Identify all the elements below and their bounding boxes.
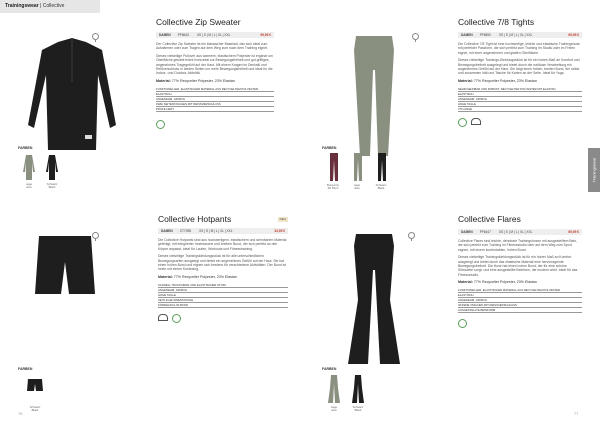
colors-heading: FARBEN [18,367,33,371]
product-description [458,42,582,76]
washing-icon [158,314,168,321]
swatch-tights-burgundy[interactable] [328,152,340,182]
sizes: XS | S | M | L | XL | XXL [498,230,533,234]
feature-list [158,283,288,308]
material-line [458,79,582,83]
sizes: XS | S | M | L | XL | XXL [196,33,231,37]
page-number-left: 76 [18,411,23,416]
price: 99,95 € [260,33,271,37]
feature-item: SEITLICHE INNENTASCHE [158,298,288,303]
swatch-zip-olive[interactable] [22,154,36,181]
swatch-label: Burgundy 2D Plum [327,183,339,191]
feature-item: ZWEI SEITENTASCHEN MIT REISSVERSCHLUSS [156,102,274,107]
sku: PF6890 [479,33,491,37]
swatch-hotpants-black[interactable] [26,378,44,392]
sizes: XS | S | M | L | XL | XXL [498,33,533,37]
product-info-bar [458,229,582,235]
feature-item: OFFENE TASCHEN MIT REISSVERSCHLUSS [458,303,582,308]
material-value: 77% Recycelter Polyester, 23% Elastan [173,274,237,279]
recycled-icon [458,319,467,328]
swatch-zip-black[interactable] [45,154,59,181]
gender-label: DAMEN [161,229,173,233]
description-paragraph: Dieses vielseitige Trainingskleidungsstück ist für ein hohes Maß an Komfort ausgelegt und bietet durch das elastische Material eine hervorragende Bewegungsfreiheit. Die Hose hat einen hohen Bund, der für eine schöne Silhouette sorgt, und eine ausgestellte Beinform, die modern wirkt. Ideal für das Fitnessstudio. [458,255,578,277]
breadcrumb-separator: | [40,3,43,9]
material-label: Material: [158,274,173,279]
product-image-flares [342,230,406,370]
product-title: Collective Hotpants [158,214,232,224]
product-info-bar [458,32,582,38]
description-paragraph: Collective Flares sind leichte, dehnbare Trainingshosen mit ausgestelltem Bein, die sich perfekt zum Training im Fitnessstudio oder auf dem Weg zum Sport eignen, mit einem komfortablen, hohen Bund. [458,239,578,252]
product-title: Collective 7/8 Tights [458,17,535,27]
material-line [158,275,288,279]
price: 69,95 € [568,33,579,37]
recycled-icon [172,314,181,323]
material-value: 77% Recycelter Polyester, 23% Elastan [171,78,235,83]
gender-label: DAMEN [461,230,473,234]
swatch-label: sage olive [330,405,338,413]
sku: CT7098 [179,229,192,233]
feature-item: ANGENEHM, GRIFFIG [158,288,288,293]
recycled-icon [156,120,165,129]
product-description [158,238,288,272]
material-line [458,280,582,284]
swatch-flares-black[interactable] [352,374,364,404]
swatch-label: sage olive [353,183,361,191]
sku: PF6447 [479,230,491,234]
feature-item: KORDELZUG IM BUND [158,303,288,308]
swatch-tights-black[interactable] [376,152,388,182]
feature-list [156,87,274,112]
price: 69,95 € [568,230,579,234]
feature-list [458,288,582,313]
feature-item: AUSGESTELLTE BEINFORM [458,308,582,313]
feature-item: ELASTISCH [156,92,274,97]
product-title: Collective Flares [458,214,521,224]
swatch-tights-olive[interactable] [352,152,364,182]
recycled-icon [458,118,467,127]
colors-heading: FARBEN [322,146,337,150]
feature-item: ELASTISCH [458,92,582,97]
product-description [458,239,582,277]
description-paragraph: Dieses vielseitige Pullover aus warmem, elastischem Polyester ist ergänzt um Oberfläche gewebt leicht horizontal zur Bewegungsfreiheit und gut griffiges, angenehmes Tragegefühl auf der Haut. Mit einem Kragen im Denkstil und Reißverschluss in beiden Seiten um mehr Bewegungsfreiheit und ideal für die Indoor- und Outdoor-Aktivität. [156,53,273,76]
washing-icon [471,118,481,125]
product-image-tights [338,30,410,160]
description-paragraph: Dieses vielseitige Trainingskleidungsstück ist für alle unterschiedlichen Bewegungsarten ausgelegt und bietet ein angenehmes Gefühl auf der Haut. Sie hat einen hohen Bund und eignen sich bestens für verschiedene Aktivitäten. Der Bund ist innen mit einem Kordelzug. [158,254,286,272]
page-number-right: 77 [574,411,579,416]
material-line [156,79,274,83]
price: 34,95 € [274,229,285,233]
description-paragraph: Der Collective Zip Sweater ist ein klassischer Baselaid, das sich ideal zum Aufwärmen oder zum Tragen auf dem Weg zum nach dem Training eignet. [156,42,269,51]
location-pin-icon [408,232,415,239]
description-paragraph: Dieses vielseitige Trainings-Kleidungsstück ist für ein hohes Maß an Komfort und Bewegungsfreiheit ausgelegt und bietet durch die nahtlose Verarbeitung ein angenehmes Gefühl auf der Haut. Sie trägt einen hohen, breiten Bund, der stützt und zusammen hält und Tasche für Karten an der Seite. Ideal für Yoga. [458,58,580,76]
new-badge: NEU [279,216,286,221]
colors-heading: FARBEN [322,367,337,371]
description-paragraph: Die Collective Hotpants sind aus hochwertigem, elastischem und dehnbarem Material gefertigt, mit integrierter Innentasche und breitem Bund, der sich perfekt an den Körper anpasst, ideal für Laufen, Workouts und Fitnesstraining. [158,238,287,251]
feature-item: ANGENEHM, GRIFFIG [156,97,274,102]
feature-item: 7/8 LÄNGE [458,107,582,112]
sizes: XS | S | M | L | XL | XXL [199,229,233,233]
swatch-label: Schwarz Black [352,405,364,413]
material-label: Material: [156,78,171,83]
sku: PF6640 [177,33,189,37]
product-card-zip-sweater [156,17,274,129]
feature-item: FUNKTIONELLER, ELASTISCHER MATERIAL AUS RECYCELTEM POLYESTER [458,288,582,293]
product-info-bar [156,32,274,38]
care-icons [158,314,288,323]
breadcrumb [0,0,100,13]
feature-item: SEHR DEHNBAR UND ROBUST, RECYCELTER POLYESTER MIT ELASTAN [458,87,582,92]
swatch-label: sage olive [25,182,33,190]
product-image-hotpants [25,232,105,302]
gender-label: DAMEN [159,33,171,37]
location-pin-icon [92,232,99,239]
feature-item: ELASTISCH [458,293,582,298]
swatch-label: Schwarz Black [29,405,41,413]
product-description [156,42,274,76]
feature-item: PROFILLIERT [156,107,274,112]
product-card-flares [458,214,582,328]
location-pin-icon [412,33,419,40]
feature-item: ANGENEHM, GRIFFIG [458,298,582,303]
swatch-flares-olive[interactable] [328,374,340,404]
feature-item: ANGENEHM, GRIFFIG [458,97,582,102]
feature-list [458,87,582,112]
swatch-label: Schwarz Black [46,182,58,190]
product-image-zip-sweater [18,30,126,160]
material-label: Material: [458,280,473,285]
feature-item: FUNKTIONELLER, ELASTISCHER MATERIAL AUS RECYCELTEM POLYESTER [156,87,274,92]
swatch-label: Schwarz Black [375,183,387,191]
product-info-bar [158,228,288,234]
breadcrumb-section: Trainingswear [5,3,39,9]
care-icons [458,118,582,127]
section-side-tab[interactable] [588,148,600,192]
side-tab-label: Trainingswear [591,157,597,183]
colors-heading: FARBEN [18,146,33,150]
material-label: Material: [458,78,473,83]
feature-item: SCHNELL TROCKNEND UND ELASTISCHER STOFF [158,283,288,288]
breadcrumb-subsection: Collective [42,3,65,9]
product-card-tights [458,17,582,127]
description-paragraph: Die Collective 7/8 Tight ist eine hochwertige, leichte und elastische Trainingshose mit perfekter Passform, die sich perfekt zum Training im Studio oder im Freien eignet, mit einer angenehmen und glatten Oberfläche. [458,42,580,55]
feature-item: HOHE TAILLE [458,102,582,107]
feature-item: HOHE TAILLE [158,293,288,298]
material-value: 77% Recycelter Polyester, 23% Elastan [473,280,537,285]
gender-label: DAMEN [461,33,473,37]
product-title: Collective Zip Sweater [156,17,241,27]
material-value: 77% Recycelter Polyester, 23% Elastan [473,78,537,83]
location-pin-icon [92,33,99,40]
title-row [158,214,288,224]
product-card-hotpants [158,214,288,323]
